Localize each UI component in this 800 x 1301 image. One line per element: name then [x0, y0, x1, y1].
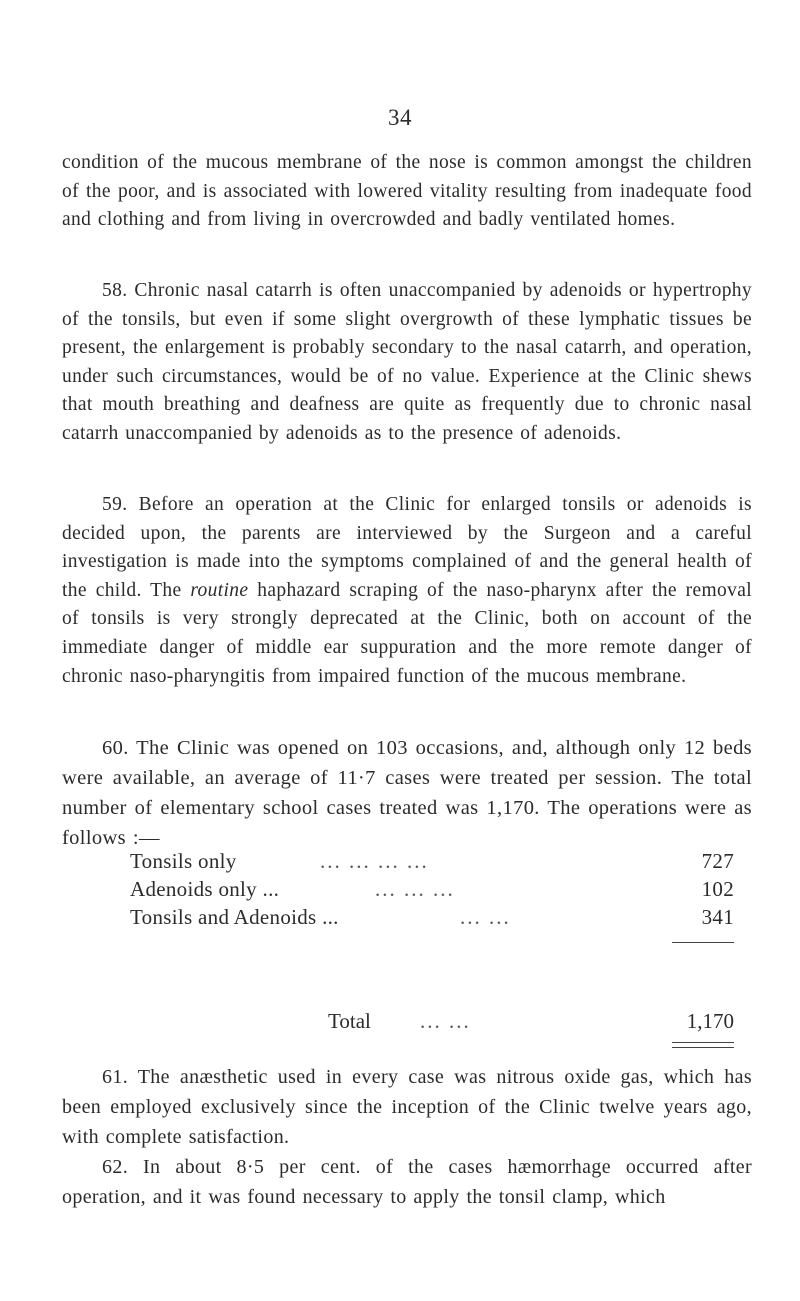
leader-dots: ... ... ... ...	[320, 849, 429, 873]
paragraph-58	[62, 277, 752, 449]
operation-count: 727	[701, 849, 734, 873]
paragraph-continuation	[62, 149, 752, 235]
total-row	[130, 1009, 750, 1037]
paragraph-text: 62. In about 8·5 per cent. of the cases hæmorrhage occurred after operation, and it was found necessary to apply the tonsil clamp, which	[62, 1156, 752, 1208]
paragraph-62	[62, 1152, 752, 1212]
table-row	[130, 905, 750, 933]
leader-dots: ... ...	[420, 1009, 471, 1033]
page-number: 34	[388, 105, 412, 130]
table-row	[130, 877, 750, 905]
table-row	[130, 849, 750, 877]
operation-label: Adenoids only ...	[130, 877, 280, 901]
leader-dots: ... ...	[460, 905, 511, 929]
total-double-rule	[672, 1042, 734, 1048]
operation-label: Tonsils and Adenoids ...	[130, 905, 339, 929]
paragraph-text: 58. Chronic nasal catarrh is often unaccompanied by adenoids or hypertrophy of the tonsils, but even if some slight overgrowth of these lymphatic tissues be present, the enlargement is probably secondary to the nasal catarrh, and operation, under such circumstances, would be of no value. Experience at the Clinic shews that mouth breathing and deafness are quite as frequently due to chronic nasal catarrh unaccompanied by adenoids as to the presence of adenoids.	[62, 280, 752, 444]
paragraph-59	[62, 491, 752, 691]
paragraph-text	[62, 491, 752, 691]
leader-dots: ... ... ...	[375, 877, 455, 901]
operation-count: 102	[701, 877, 734, 901]
operations-table	[130, 849, 750, 933]
paragraph-text: condition of the mucous membrane of the nose is common amongst the children of the poor, and is associated with lowered vitality resulting from inadequate food and clothing and from living in overcrowded and badly ventilated homes.	[62, 152, 752, 231]
total-count: 1,170	[686, 1009, 734, 1033]
sum-rule	[672, 942, 734, 943]
paragraph-59-part-1: 59. Before an operation at the Clinic for enlarged tonsils or adenoids is decided upon, the parents are interviewed by the Surgeon and a careful investigation is made into the symptoms complained of and the general health of the child. The	[62, 494, 752, 601]
operation-count: 341	[701, 905, 734, 929]
paragraph-60	[62, 733, 752, 853]
italic-routine: routine	[190, 579, 249, 601]
paragraph-61	[62, 1062, 752, 1152]
paragraph-text: 60. The Clinic was opened on 103 occasions, and, although only 12 beds were available, an average of 11·7 cases were treated per session. The total number of elementary school cases treated was 1,170. The operations were as follows :—	[62, 737, 752, 849]
paragraph-text: 61. The anæsthetic used in every case was nitrous oxide gas, which has been employed exclusively since the inception of the Clinic twelve years ago, with complete satisfaction.	[62, 1066, 752, 1148]
total-label: Total	[328, 1009, 371, 1033]
paragraph-59-part-2: haphazard scraping of the naso-pharynx after the removal of tonsils is very strongly deprecated at the Clinic, both on account of the immediate danger of middle ear suppuration and the more remote danger of chronic naso-pharyngitis from impaired function of the mucous membrane.	[62, 579, 752, 687]
operation-label: Tonsils only	[130, 849, 237, 873]
